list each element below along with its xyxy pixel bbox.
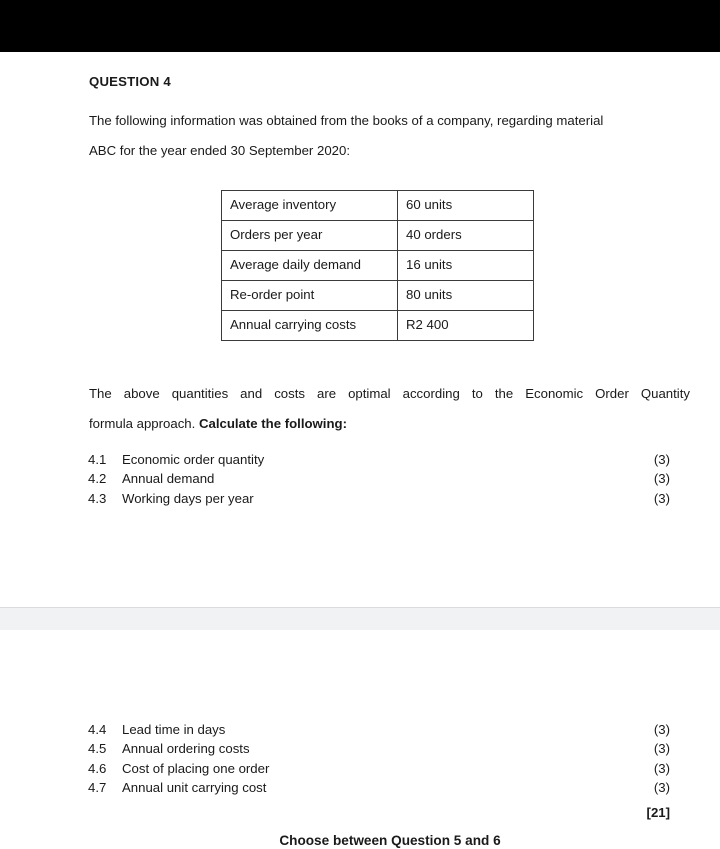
item-label: Working days per year [122, 490, 254, 506]
item-number: 4.1 [88, 452, 107, 467]
requirements-list-part-2 [88, 720, 670, 797]
question-total-marks: [21] [646, 805, 670, 820]
table-row [222, 311, 534, 341]
item-marks: (3) [653, 722, 670, 737]
item-label: Annual ordering costs [122, 741, 250, 757]
table-row [222, 191, 534, 221]
table-cell-label: Annual carrying costs [222, 311, 398, 341]
table-cell-label: Re-order point [222, 281, 398, 311]
item-number: 4.7 [88, 779, 107, 795]
top-black-bar [0, 0, 720, 52]
question-title: QUESTION 4 [89, 74, 171, 89]
item-label: Cost of placing one order [122, 760, 270, 776]
table-cell-label: Average inventory [222, 191, 398, 221]
list-item [88, 720, 670, 739]
intro-line-2: ABC for the year ended 30 September 2020: [89, 143, 350, 158]
inventory-data-table [221, 190, 534, 341]
optimal-line-2-plain: formula approach. [89, 416, 199, 431]
intro-line-1: The following information was obtained from the books of a company, regarding material [89, 113, 604, 128]
choose-question-note: Choose between Question 5 and 6 [279, 833, 501, 848]
table-cell-value: 80 units [398, 281, 534, 311]
item-marks: (3) [653, 490, 670, 506]
optimal-line-2 [89, 409, 690, 439]
item-marks: (3) [653, 471, 670, 487]
list-item [88, 450, 670, 469]
item-label: Annual unit carrying cost [122, 779, 267, 795]
item-number: 4.5 [88, 741, 107, 757]
list-item [88, 778, 670, 797]
list-item [88, 759, 670, 778]
item-marks: (3) [653, 779, 670, 795]
table-cell-value: 60 units [398, 191, 534, 221]
table-cell-value: R2 400 [398, 311, 534, 341]
item-marks: (3) [653, 760, 670, 776]
table-row [222, 251, 534, 281]
item-marks: (3) [653, 741, 670, 757]
item-number: 4.4 [88, 722, 107, 737]
table-cell-value: 40 orders [398, 221, 534, 251]
item-marks: (3) [653, 452, 670, 467]
calculate-instruction: Calculate the following: [198, 416, 347, 431]
item-number: 4.3 [88, 490, 107, 506]
item-label: Annual demand [122, 471, 215, 487]
table-row [222, 281, 534, 311]
item-number: 4.2 [88, 471, 107, 487]
optimal-line-1: The above quantities and costs are optimal according to the Economic Order Quantity [89, 386, 690, 401]
intro-paragraph [89, 106, 690, 166]
table-row [222, 221, 534, 251]
list-item [88, 469, 670, 488]
requirements-list-part-1 [88, 450, 670, 508]
table-cell-label: Average daily demand [222, 251, 398, 281]
optimal-paragraph [89, 379, 690, 439]
table-cell-value: 16 units [398, 251, 534, 281]
item-label: Economic order quantity [122, 452, 265, 467]
page-break-separator [0, 607, 720, 630]
list-item [88, 489, 670, 508]
item-label: Lead time in days [122, 722, 226, 737]
table-cell-label: Orders per year [222, 221, 398, 251]
list-item [88, 739, 670, 758]
item-number: 4.6 [88, 760, 107, 776]
